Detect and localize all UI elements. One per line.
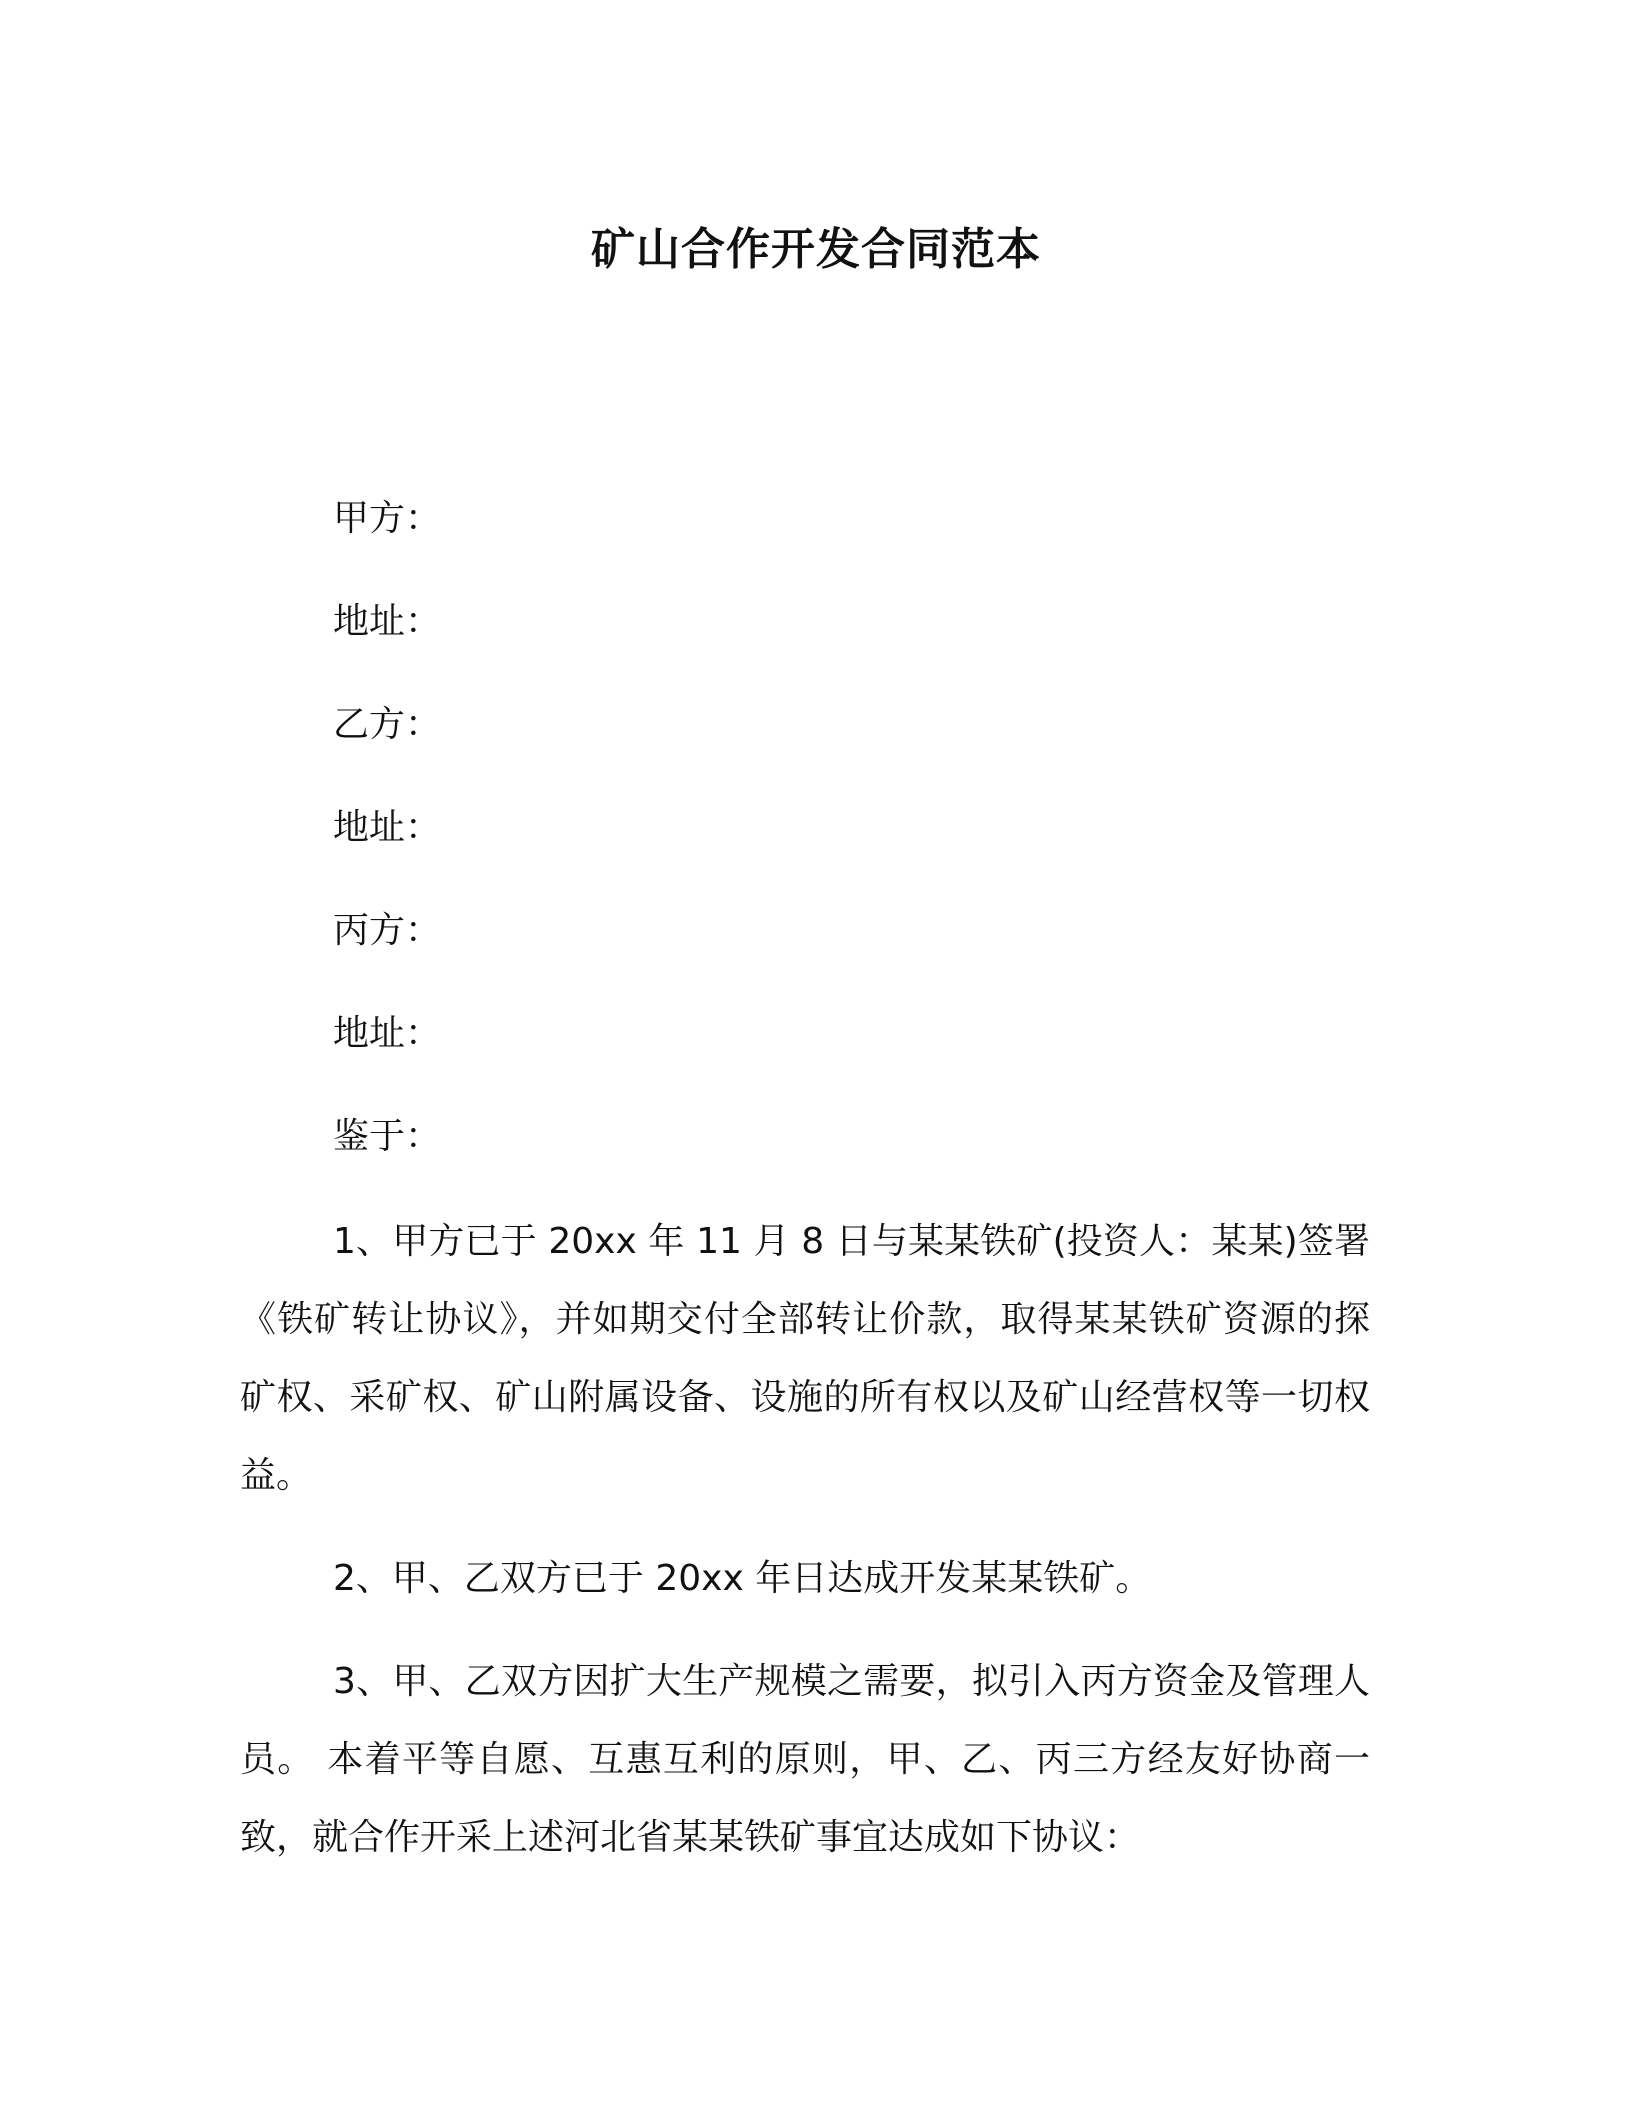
recital-paragraph-1: 1、甲方已于 20xx 年 11 月 8 日与某某铁矿(投资人：某某)签署《铁矿转让协议》，并如期交付全部转让价款，取得某某铁矿资源的探矿权、采矿权、矿山附属设备、设施的所有权以及矿山经营权等一切权益。 (240, 1221, 1370, 1496)
party-c-label: 丙方： (333, 910, 442, 951)
document-title: 矿山合作开发合同范本 (591, 224, 1041, 275)
whereas-label: 鉴于： (333, 1116, 442, 1157)
party-c-address-label: 地址： (333, 1013, 442, 1054)
party-b-address-label: 地址： (333, 807, 442, 848)
party-a-label: 甲方： (333, 498, 442, 539)
recital-paragraph-3: 3、甲、乙双方因扩大生产规模之需要，拟引入丙方资金及管理人员。 本着平等自愿、互惠互利的原则，甲、乙、丙三方经友好协商一致，就合作开采上述河北省某某铁矿事宜达成如下协议： (240, 1661, 1370, 1858)
recital-paragraph-2: 2、甲、乙双方已于 20xx 年日达成开发某某铁矿。 (333, 1558, 1152, 1599)
party-b-label: 乙方： (333, 704, 442, 745)
party-a-address-label: 地址： (333, 601, 442, 642)
